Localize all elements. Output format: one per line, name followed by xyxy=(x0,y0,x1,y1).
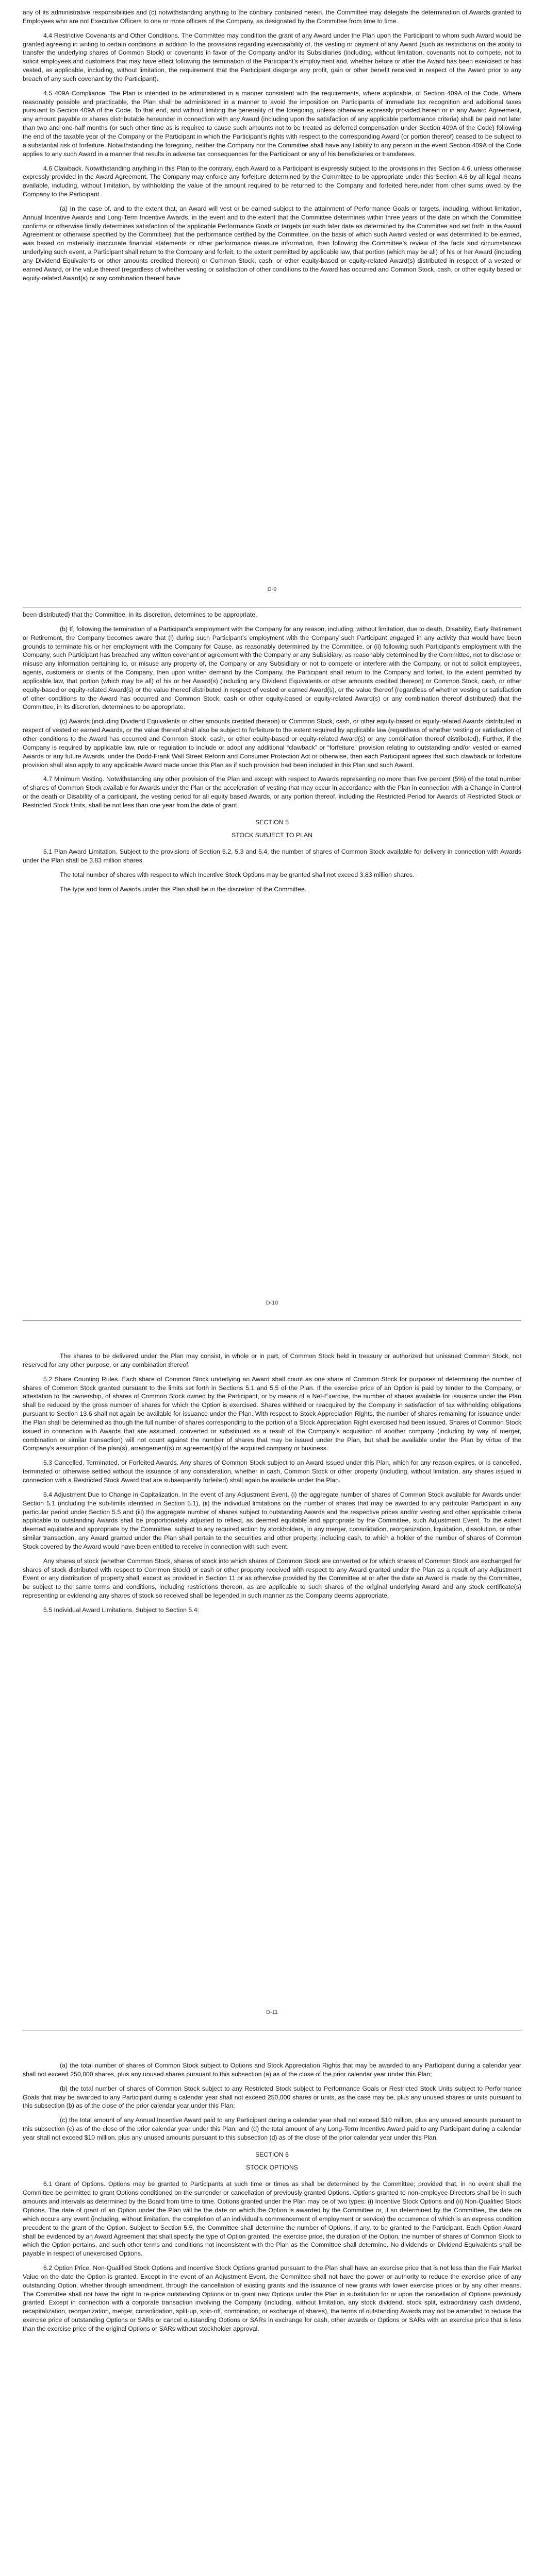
paragraph-5-4-adjustment: 5.4 Adjustment Due to Change in Capitalization. In the event of any Adjustment Event, (i) the aggregate number of shares of Common Stock available for Awards under Section 5.1 (including the sub-limits identified in Section 5.1), (ii) the individual limitations on the number of shares that may be awarded to any particular Participant in any particular period under Section 5.5 and (iii) the aggregate number of shares subject to outstanding Awards and the respective prices and/or vesting and other applicable criteria applicable to outstanding Awards shall be proportionately adjusted to reflect, as deemed equitable and appropriate by the Committee, such Adjustment Event. To the extent deemed equitable and appropriate by the Committee, subject to any required action by stockholders, in any merger, consolidation, reorganization, liquidation, dissolution, or other similar transaction, any Award granted under the Plan shall pertain to the securities and other property, including cash, to which a holder of the number of shares of Common Stock covered by the Award would have been entitled to receive in connection with such event. xyxy=(23,1490,521,1550)
paragraph-5-1-plan-award-limitation: 5.1 Plan Award Limitation. Subject to the provisions of Section 5.2, 5.3 and 5.4, the number of shares of Common Stock available for delivery in connection with Awards under the Plan shall be 3.83 million shares. xyxy=(23,848,521,865)
page-number: D-9 xyxy=(267,586,277,592)
paragraph-4-6-a: (a) In the case of, and to the extent that, an Award will vest or be earned subject to the attainment of Performance Goals or targets, including, without limitation, Annual Incentive Awards and Long-Term Incentive Awards, in the event and to the extent that the Committee determines within three years of the date on which the Committee confirms or otherwise finally determines satisfaction of the applicable Performance Goals or targets (or such later date as determined by the Committee and set forth in the Award Agreement or otherwise specified by the Committee) that the performance certified by the Committee, on the basis of which such Award vested or was determined to be earned, was based on materially inaccurate financial statements or other performance measure information, then following the Committee’s review of the facts and circumstances underlying such event, a Participant shall return to the Company and forfeit, to the extent permitted by applicable law, that portion (which may be all) of his or her Award (including any Dividend Equivalents or other amounts credited thereon) or Common Stock, cash, or other equity-based or equity-related Award(s) distributed in respect of a vested or earned Award, or the value thereof (regardless of whether vesting or satisfaction of other conditions to the Award has occurred and Common Stock, cash, or other equity based or equity-related Award(s) or any combination thereof have xyxy=(23,205,521,282)
paragraph-5-5-a: (a) the total number of shares of Common Stock subject to Options and Stock Appreciation Rights that may be awarded to any Participant during a calendar year shall not exceed 250,000 shares, plus any unused shares pursuant to this subsection (a) as of the close of the prior calendar year under this Plan; xyxy=(23,2062,521,2078)
paragraph-5-3-cancelled-awards: 5.3 Cancelled, Terminated, or Forfeited Awards. Any shares of Common Stock subject to an Award issued under this Plan, which for any reason expires, or is cancelled, terminated or otherwise settled without the issuance of any consideration, whether in cash, Common Stock or other property (including, without limitation, any shares issued in connection with a Restricted Stock Award that are subsequently forfeited) shall again be available under the Plan. xyxy=(23,1459,521,1484)
paragraph-4-6-b: (b) If, following the termination of a Participant’s employment with the Company for any reason, including, without limitation, due to death, Disability, Early Retirement or Retirement, the Company becomes aware that (i) during such Participant’s employment with the Company such Participant engaged in any activity that would have been grounds to terminate his or her employment with the Company for Cause, as reasonably determined by the Committee, or (ii) following such Participant’s employment with the Company, such Participant has breached any written covenant or agreement with the Company or any Subsidiary, as reasonably determined by the Committee, not to disclose or misuse any information pertaining to, or misuse any property of, the Company or any Subsidiary or not to compete or interfere with the Company, or not to solicit employees, agents, customers or clients of the Company, then upon written demand by the Company, the Participant shall return to the Company and forfeit, to the extent permitted by applicable law, that portion (which may be all) of his or her Award(s) (including any Dividend Equivalents or other amounts credited thereon) or Common Stock, cash, or other equity-based or equity-related Award(s) or the value thereof distributed in respect of vested or earned Award(s), or the value thereof (regardless of whether vesting or satisfaction of other conditions to the Award has occurred and Common Stock, cash or other equity-based or equity-related Award(s) or any combination thereof distributed) that the Committee, in its discretion, determines to be appropriate. xyxy=(23,625,521,711)
page-d10 xyxy=(0,607,544,1320)
paragraph-4-5-409a-compliance: 4.5 409A Compliance. The Plan is intended to be administered in a manner consistent with the requirements, where applicable, of Section 409A of the Code. Where reasonably possible and practicable, the Plan shall be administered in a manner to avoid the imposition on Participants of immediate tax recognition and additional taxes pursuant to Section 409A of the Code. To that end, and without limiting the generality of the foregoing, unless otherwise expressly provided herein or in any Award Agreement, any amount payable or shares distributable hereunder in connection with any Award (including upon the satisfaction of any applicable performance criteria) shall be paid not later than two and one-half months (or such other time as is required to cause such amounts not to be treated as deferred compensation under Section 409A of the Code) following the end of the taxable year of the Company or the Participant in which the Participant’s rights with respect to the corresponding Award (or portion thereof) ceased to be subject to a substantial risk of forfeiture. Notwithstanding the foregoing, neither the Company nor the Committee shall have any liability to any person in the event Section 409A of the Code applies to any such Award in a manner that results in adverse tax consequences for the Participant or any of his beneficiaries or transferees. xyxy=(23,89,521,158)
top-margin xyxy=(23,1327,521,1352)
section-number: SECTION 5 xyxy=(255,818,289,826)
page-number: D-10 xyxy=(266,1299,278,1306)
paragraph-award-type: The type and form of Awards under this Plan shall be in the discretion of the Committee. xyxy=(60,885,307,893)
page-d11 xyxy=(0,1321,544,2030)
paragraph-4-6-c: (c) Awards (including Dividend Equivalents or other amounts credited thereon) or Common Stock, cash, or other equity-based or equity-related Awards distributed in respect of vested or earned Awards, or the value thereof shall also be subject to forfeiture to the extent required by applicable law (regardless of whether vesting or satisfaction of other conditions to the Award has occurred and Common Stock, cash, or other equity-based or equity-related Award(s) or any combination thereof distributed). Further, if the Company is required by applicable law, rule or regulation to include or adopt any additional “clawback” or “forfeiture” provision relating to outstanding and/or vested or earned Awards or any future Awards, under the Dodd-Frank Wall Street Reform and Consumer Protection Act or otherwise, then each Participant agrees that such clawback or forfeiture provision shall also apply to any applicable Award made under this Plan as if such provision had been included in this Plan and such Award. xyxy=(23,718,521,769)
page-number: D-11 xyxy=(266,2009,278,2015)
paragraph-iso-limit: The total number of shares with respect to which Incentive Stock Options may be granted shall not exceed 3.83 million shares. xyxy=(60,871,415,879)
paragraph-6-1-grant-of-options: 6.1 Grant of Options. Options may be granted to Participants at such time or times as shall be determined by the Committee; provided that, in no event shall the Committee be permitted to grant Options conditioned on the surrender or cancellation of previously granted Options. Options granted to non-employee Directors shall be in such amounts and intervals as determined by the Board from time to time. Options granted under the Plan may be of two types: (i) Incentive Stock Options and (ii) Non-Qualified Stock Options. The date of grant of an Option under the Plan will be the date on which the Option is awarded by the Committee or, if so determined by the Committee, the date on which occurs any event (including, without limitation, the completion of an individual’s commencement of employment or service) the occurrence of which is an express condition precedent to the grant of the Option. Subject to Section 5.5, the Committee shall determine the number of Options, if any, to be granted to the Participant. Each Option Award shall be evidenced by an Award Agreement that shall specify the type of Option granted, the exercise price, the duration of the Option, the number of shares of Common Stock to which the Option pertains, and such other terms and conditions not inconsistent with the Plan as the Committee shall determine. No dividends or Dividend Equivalents shall be payable in respect of unexercised Options. xyxy=(23,2180,521,2258)
paragraph-4-6-clawback: 4.6 Clawback. Notwithstanding anything in this Plan to the contrary, each Award to a Participant is expressly subject to the provisions in this Section 4.6, unless otherwise expressly provided in the Award Agreement. The Company may enforce any forfeiture determined by the Committee to be appropriate under this Section 4.6 by all legal means available, including, without limitation, by withholding the value of the amount required to be returned to the Company and forfeited hereunder from other sums owed by the Company to the Participant. xyxy=(23,164,521,198)
paragraph-continuation: been distributed) that the Committee, in its discretion, determines to be appropriate. xyxy=(23,611,257,618)
paragraph-shares-delivered: The shares to be delivered under the Plan may consist, in whole or in part, of Common Stock held in treasury or authorized but unissued Common Stock, not reserved for any other purpose, or any combination thereof. xyxy=(23,1352,521,1368)
paragraph-5-5-b: (b) the total number of shares of Common Stock subject to any Restricted Stock subject to Performance Goals or Restricted Stock Units subject to Performance Goals that may be awarded to any Participant during a calendar year shall not exceed 250,000 shares or units, as the case may be, plus any unused shares or units pursuant to this subsection (b) as of the close of the prior calendar year under this Plan; xyxy=(23,2084,521,2110)
section-title: STOCK OPTIONS xyxy=(246,2163,298,2171)
page-d12 xyxy=(0,2030,544,2576)
paragraph-4-4-restrictive-covenants: 4.4 Restrictive Covenants and Other Conditions. The Committee may condition the grant of any Award under the Plan upon the Participant to whom such Award would be granted agreeing in writing to certain conditions in addition to the provisions regarding exercisability of, the vesting or payment of any Award (such as restrictions on the ability to transfer the underlying shares of Common Stock) or covenants in favor of the Company and/or its Subsidiaries (including, without limitation, covenants not to compete, not to solicit employees and customers that may have effect following the termination of the Participant’s employment and, whether before or after the Award has been exercised or has vested, as applicable, including, without limitation, the requirement that the Participant disgorge any profit, gain or other benefit received in respect of the Award prior to any breach of any such covenant by the Participant). xyxy=(23,31,521,82)
paragraph-adjustment-shares: Any shares of stock (whether Common Stock, shares of stock into which shares of Common Stock are converted or for which shares of Common Stock are exchanged for shares of stock distributed with respect to Common Stock) or cash or other property received with respect to any Award granted under the Plan as a result of any Adjustment Event or any distribution of property shall, except as provided in Section 11 or as otherwise provided by the Committee at or after the date an Award is made by the Committee, be subject to the same terms and conditions, including restrictions thereon, as are applicable to such shares of the original underlying Award and any stock certificate(s) representing or evidencing any shares of stock so received shall be legended in such manner as the Company deems appropriate. xyxy=(23,1557,521,1600)
section-title: STOCK SUBJECT TO PLAN xyxy=(232,831,312,839)
paragraph-4-7-minimum-vesting: 4.7 Minimum Vesting. Notwithstanding any other provision of the Plan and except with respect to Awards representing no more than five percent (5%) of the total number of shares of Common Stock available for Awards under the Plan or the acceleration of vesting that may occur in accordance with the Plan in connection with a Change in Control or the death or Disability of a participant, the vesting period for all equity based Awards, or any portion thereof, including the Restricted Period for Awards of Restricted Stock or Restricted Stock Units, shall be not less than one year from the date of grant. xyxy=(23,775,521,809)
page-d9 xyxy=(0,0,544,607)
paragraph-5-5-c: (c) the total amount of any Annual Incentive Award paid to any Participant during a calendar year shall not exceed $10 million, plus any unused amounts pursuant to this subsection (c) as of the close of the prior calendar year under this Plan; and (d) the total amount of any Long-Term Incentive Award paid to any Participant during a calendar year shall not exceed $10 million, plus any unused amounts pursuant to this subsection (d) as of the close of the prior calendar year under this Plan. xyxy=(23,2116,521,2141)
paragraph-continuation: any of its administrative responsibilities and (c) notwithstanding anything to the contrary contained herein, the Committee may delegate the determination of Awards granted to Employees who are not Executive Officers to one or more officers of the Company, as designated by the Committee from time to time. xyxy=(23,9,521,25)
paragraph-6-2-option-price: 6.2 Option Price. Non-Qualified Stock Options and Incentive Stock Options granted pursuant to the Plan shall have an exercise price that is not less than the Fair Market Value on the date the Option is granted. Except in the event of an Adjustment Event, the Committee shall not have the power or authority to reduce the exercise price of any outstanding Option, whether through amendment, through the cancellation of existing grants and the issuance of new grants with lower exercise prices or by any other means. The Committee shall not have the right to re-price outstanding Options or to grant new Options under the Plan in substitution for or upon the cancellation of Options previously granted. Except in connection with a corporate transaction involving the Company (including, without limitation, any stock dividend, stock split, extraordinary cash dividend, recapitalization, reorganization, merger, consolidation, split-up, spin-off, combination, or exchange of shares), the terms of outstanding Awards may not be amended to reduce the exercise price of outstanding Options or SARs or cancel outstanding Options or SARs in exchange for cash, other awards or Options or SARs with an exercise price that is less than the exercise price of the original Options or SARs without stockholder approval. xyxy=(23,2264,521,2332)
paragraph-5-5-individual-limits: 5.5 Individual Award Limitations. Subject to Section 5.4: xyxy=(43,1606,199,1614)
paragraph-5-2-share-counting: 5.2 Share Counting Rules. Each share of Common Stock underlying an Award shall count as one share of Common Stock for purposes of determining the number of shares of Common Stock granted pursuant to the limits set forth in Sections 5.1 and 5.5 of the Plan. If the exercise price of an Option is paid by tender to the Company, or attestation to the ownership, of shares of Common Stock owned by the Participant, or by means of a Net-Exercise, the number of shares available for issuance under the Plan shall be reduced by the gross number of shares for which the Option is exercised. Shares withheld or reacquired by the Company in satisfaction of tax withholding obligations pursuant to Section 13.6 shall not again be available for issuance under the Plan. With respect to Stock Appreciation Rights, the number of shares remaining for issuance under the Plan shall be determined as though the full number of shares corresponding to the portion of a Stock Appreciation Right exercised had been issued. Shares of Common Stock issued in connection with Awards that are assumed, converted or substituted as a result of the Company’s acquisition of another company (including by way of merger, combination or similar transaction) will not count against the number of shares that may be issued under the Plan, but shall be available under the Plan by virtue of the Company’s assumption of the plan(s), arrangement(s) or agreement(s) of the acquired company or business. xyxy=(23,1375,521,1452)
top-margin xyxy=(23,2037,521,2061)
section-number: SECTION 6 xyxy=(255,2150,289,2158)
